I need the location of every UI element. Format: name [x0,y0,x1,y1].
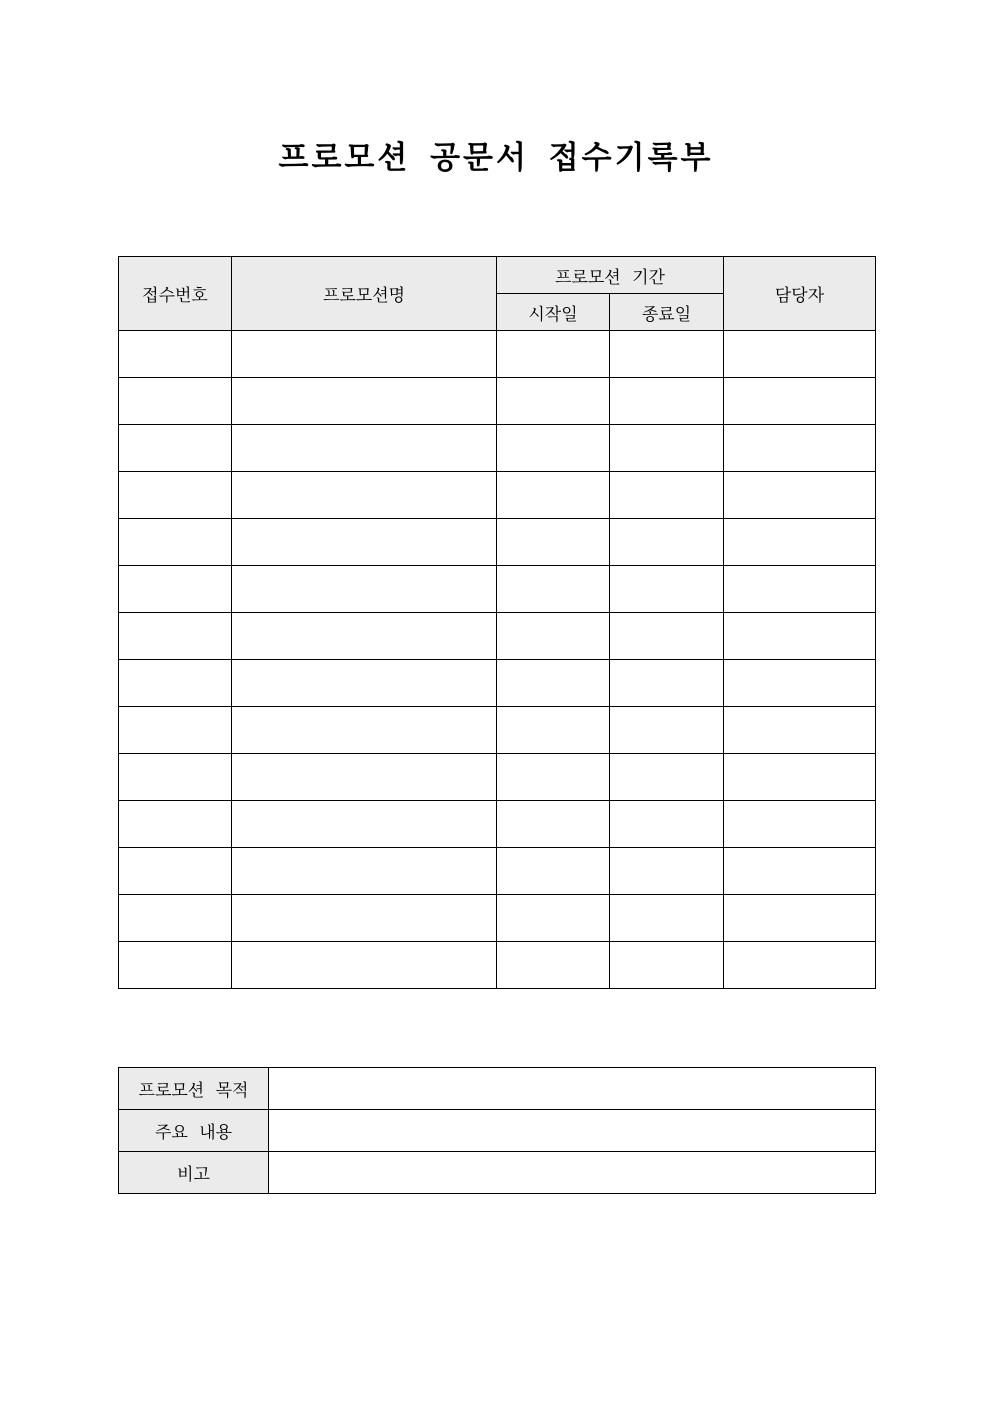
promotion-name-cell[interactable] [232,519,497,566]
start-date-cell[interactable] [497,519,610,566]
receipt-no-cell[interactable] [119,942,232,989]
end-date-cell[interactable] [610,895,724,942]
end-date-cell[interactable] [610,378,724,425]
end-date-cell[interactable] [610,519,724,566]
info-row [119,1152,876,1194]
page-title: 프로모션 공문서 접수기록부 [278,140,714,176]
end-date-cell[interactable] [610,613,724,660]
receipt-no-cell[interactable] [119,848,232,895]
start-date-cell[interactable] [497,566,610,613]
end-date-cell[interactable] [610,660,724,707]
receipt-no-cell[interactable] [119,519,232,566]
end-date-cell[interactable] [610,707,724,754]
info-value-cell[interactable] [269,1068,876,1110]
table-row [119,707,876,754]
receipt-no-cell[interactable] [119,895,232,942]
info-label: 주요 내용 [119,1110,269,1152]
promotion-name-cell[interactable] [232,942,497,989]
manager-cell[interactable] [724,754,876,801]
table-row [119,848,876,895]
manager-cell[interactable] [724,331,876,378]
receipt-no-cell[interactable] [119,660,232,707]
table-row [119,754,876,801]
info-label: 비고 [119,1152,269,1194]
manager-cell[interactable] [724,378,876,425]
manager-cell[interactable] [724,566,876,613]
receipt-no-cell[interactable] [119,331,232,378]
promotion-name-cell[interactable] [232,660,497,707]
start-date-cell[interactable] [497,378,610,425]
end-date-cell[interactable] [610,942,724,989]
promotion-name-cell[interactable] [232,566,497,613]
header-manager: 담당자 [724,257,876,331]
info-label: 프로모션 목적 [119,1068,269,1110]
start-date-cell[interactable] [497,942,610,989]
info-row [119,1110,876,1152]
start-date-cell[interactable] [497,425,610,472]
manager-cell[interactable] [724,613,876,660]
header-promotion-name: 프로모션명 [232,257,497,331]
table-row [119,613,876,660]
start-date-cell[interactable] [497,613,610,660]
table-row [119,566,876,613]
start-date-cell[interactable] [497,472,610,519]
promotion-name-cell[interactable] [232,801,497,848]
table-row [119,425,876,472]
manager-cell[interactable] [724,425,876,472]
promotion-name-cell[interactable] [232,613,497,660]
table-row [119,801,876,848]
end-date-cell[interactable] [610,754,724,801]
start-date-cell[interactable] [497,895,610,942]
promotion-name-cell[interactable] [232,378,497,425]
start-date-cell[interactable] [497,331,610,378]
header-start-date: 시작일 [497,294,610,331]
table-row [119,660,876,707]
info-value-cell[interactable] [269,1152,876,1194]
promotion-name-cell[interactable] [232,331,497,378]
manager-cell[interactable] [724,519,876,566]
receipt-no-cell[interactable] [119,613,232,660]
receipt-no-cell[interactable] [119,707,232,754]
receipt-log-table [118,256,876,989]
manager-cell[interactable] [724,848,876,895]
manager-cell[interactable] [724,660,876,707]
manager-cell[interactable] [724,895,876,942]
receipt-no-cell[interactable] [119,472,232,519]
table-row [119,519,876,566]
receipt-no-cell[interactable] [119,801,232,848]
end-date-cell[interactable] [610,425,724,472]
promotion-name-cell[interactable] [232,848,497,895]
table-row [119,942,876,989]
end-date-cell[interactable] [610,566,724,613]
manager-cell[interactable] [724,707,876,754]
promotion-info-table [118,1067,876,1194]
end-date-cell[interactable] [610,472,724,519]
start-date-cell[interactable] [497,707,610,754]
info-row [119,1068,876,1110]
promotion-name-cell[interactable] [232,425,497,472]
promotion-name-cell[interactable] [232,707,497,754]
info-value-cell[interactable] [269,1110,876,1152]
manager-cell[interactable] [724,801,876,848]
promotion-name-cell[interactable] [232,754,497,801]
start-date-cell[interactable] [497,848,610,895]
manager-cell[interactable] [724,472,876,519]
table-row [119,331,876,378]
promotion-name-cell[interactable] [232,472,497,519]
receipt-no-cell[interactable] [119,425,232,472]
receipt-no-cell[interactable] [119,754,232,801]
table-row [119,378,876,425]
end-date-cell[interactable] [610,331,724,378]
start-date-cell[interactable] [497,801,610,848]
receipt-no-cell[interactable] [119,566,232,613]
promotion-name-cell[interactable] [232,895,497,942]
start-date-cell[interactable] [497,660,610,707]
header-receipt-no: 접수번호 [119,257,232,331]
table-row [119,472,876,519]
header-end-date: 종료일 [610,294,724,331]
end-date-cell[interactable] [610,848,724,895]
receipt-no-cell[interactable] [119,378,232,425]
start-date-cell[interactable] [497,754,610,801]
end-date-cell[interactable] [610,801,724,848]
manager-cell[interactable] [724,942,876,989]
table-row [119,895,876,942]
header-promotion-period: 프로모션 기간 [497,257,724,294]
